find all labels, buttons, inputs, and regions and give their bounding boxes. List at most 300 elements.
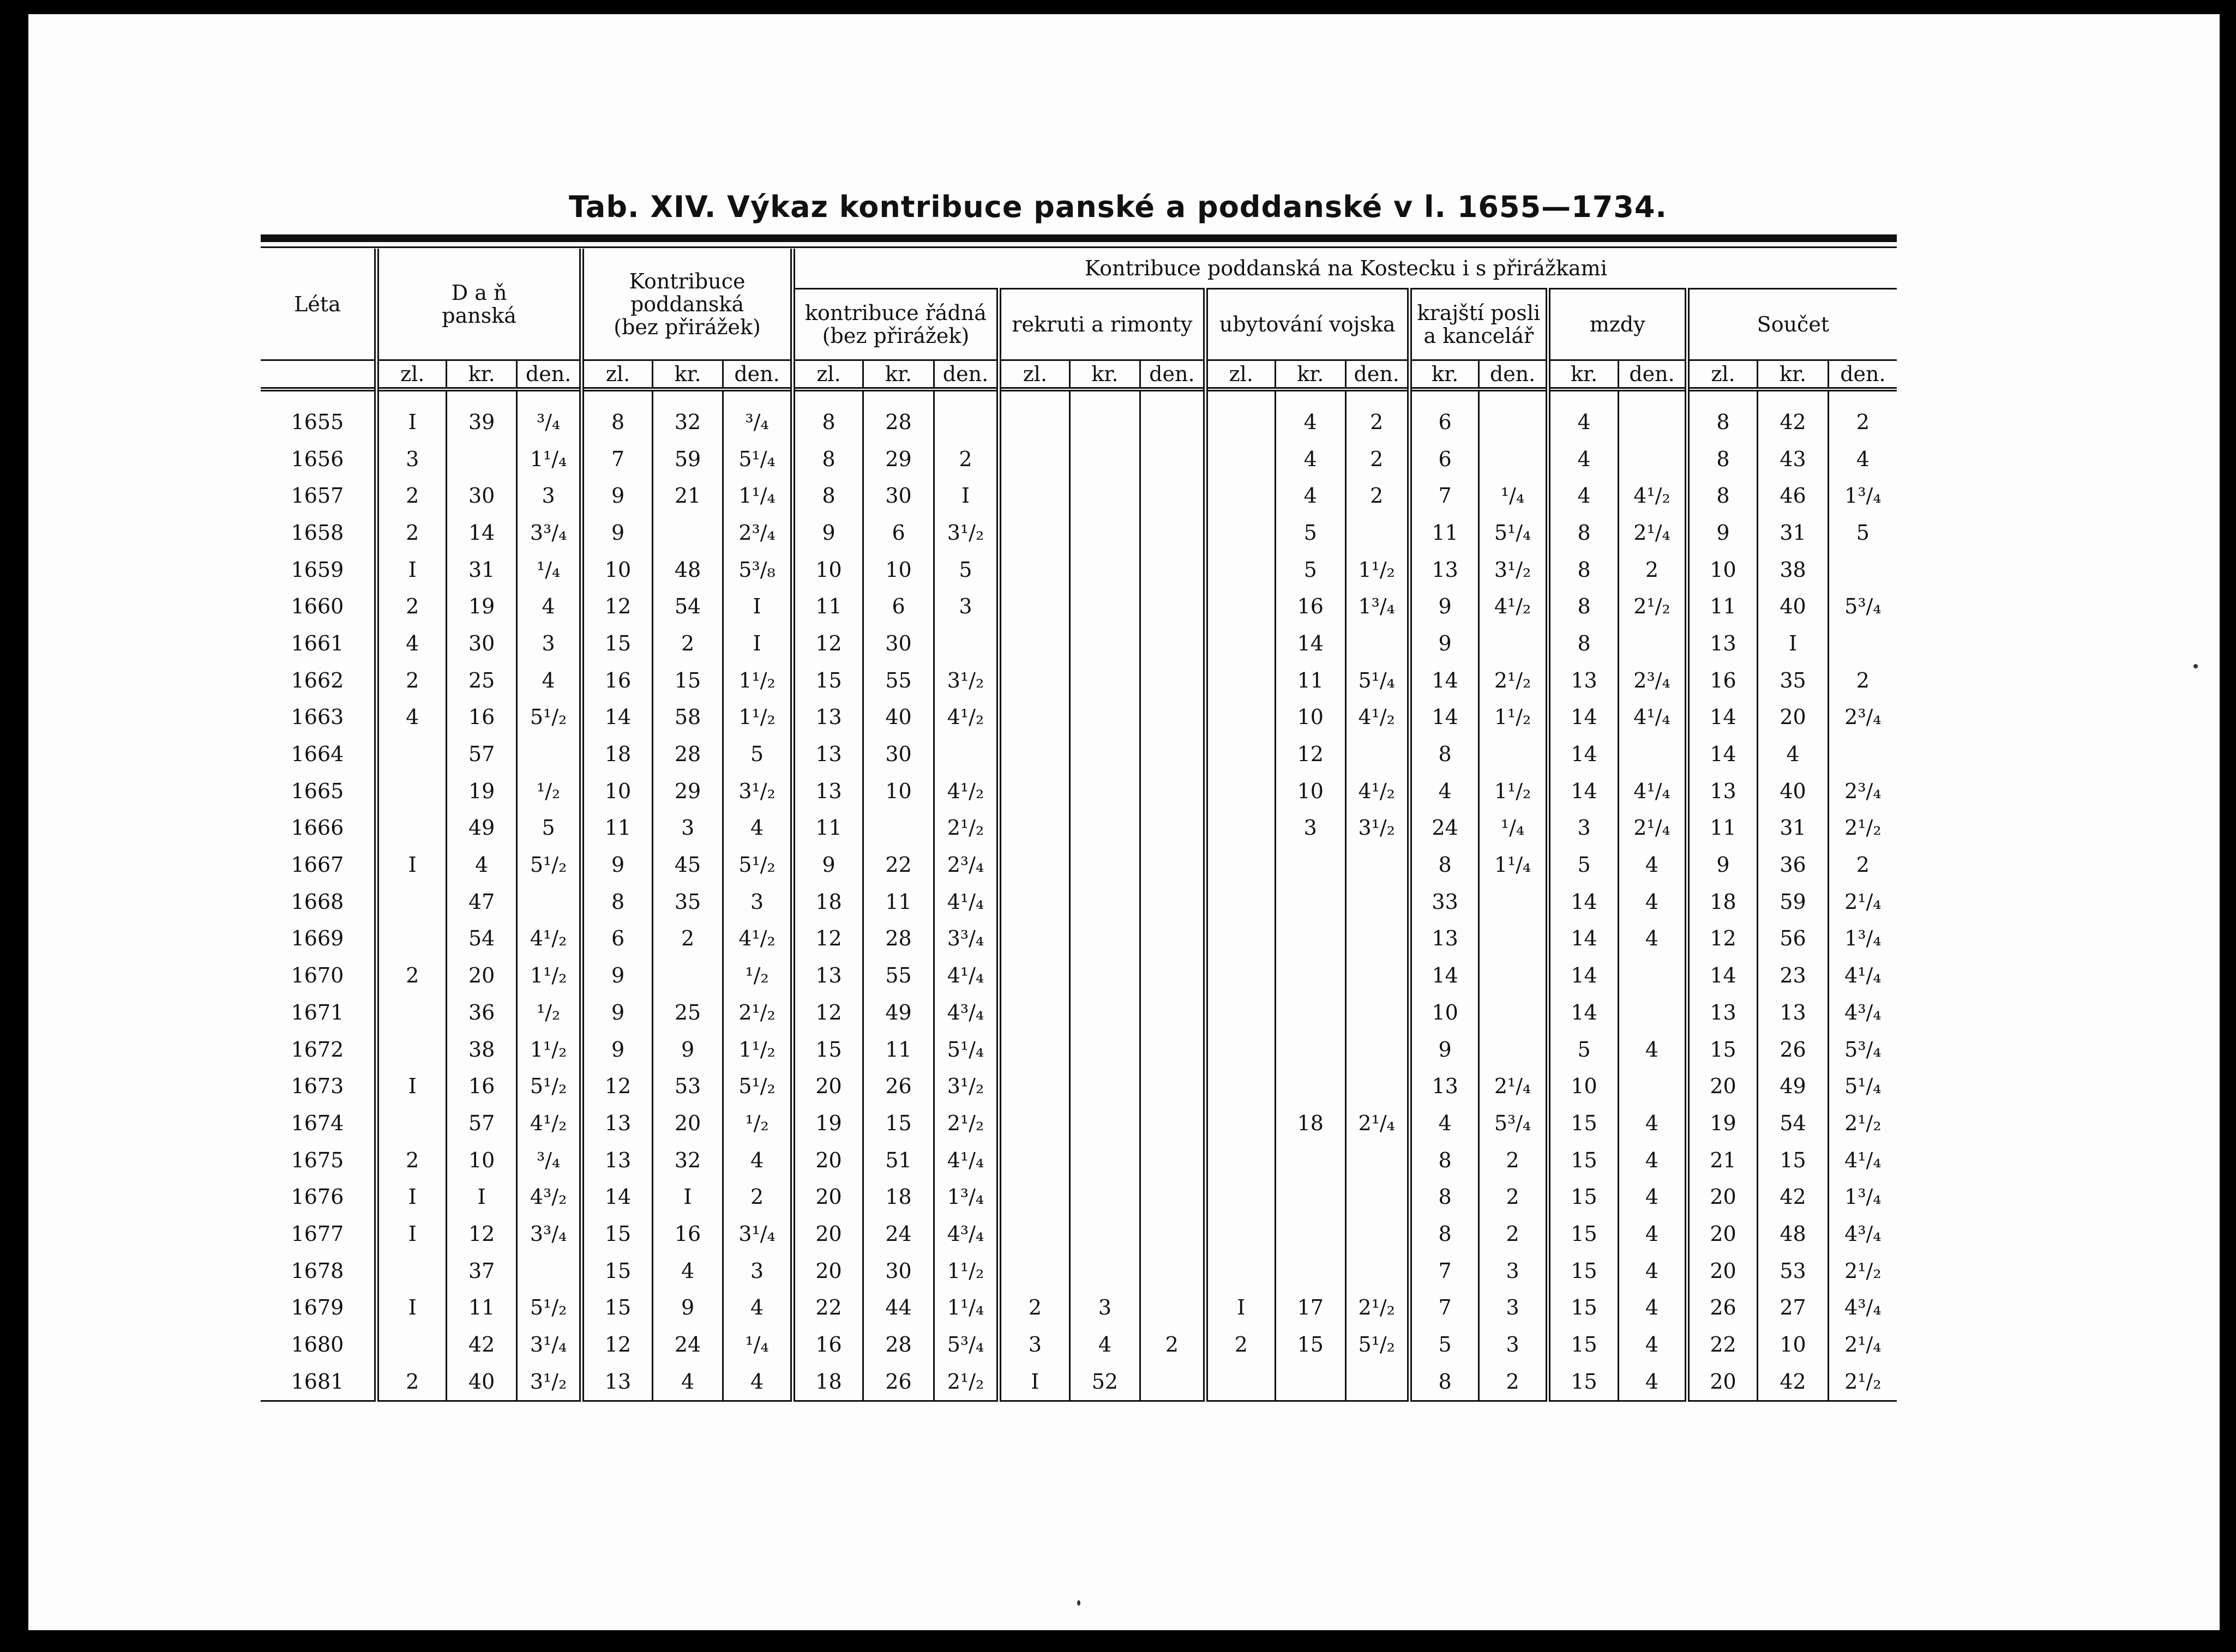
table-cell: I: [376, 846, 446, 883]
year-cell: 1656: [291, 447, 344, 471]
table-cell: 13: [1548, 662, 1619, 699]
table-cell: I: [376, 389, 446, 441]
table-cell: [1069, 477, 1140, 514]
table-cell: 12: [792, 920, 863, 957]
table-cell: 30: [863, 625, 934, 662]
table-cell: [1140, 846, 1205, 883]
table-cell: [1069, 1215, 1140, 1252]
table-cell: 55: [863, 957, 934, 994]
year-cell: 1664: [291, 742, 344, 767]
table-cell: 1³/₄: [1828, 477, 1897, 514]
table-cell: 4: [652, 1252, 723, 1289]
table-cell: 13: [582, 1142, 653, 1179]
table-cell: [1205, 846, 1275, 883]
table-cell: [1205, 662, 1275, 699]
table-cell: 40: [447, 1363, 516, 1401]
table-cell: 9: [652, 1289, 723, 1327]
table-cell: 9: [582, 1031, 653, 1068]
table-cell: [1140, 883, 1205, 920]
table-cell: 20: [1687, 1252, 1758, 1289]
table-cell: 1¹/₂: [1479, 773, 1548, 810]
table-cell: 14: [1276, 625, 1345, 662]
table-cell: [1479, 883, 1548, 920]
year-cell: 1668: [291, 889, 344, 914]
table-cell: [1205, 1215, 1275, 1252]
table-cell: 9: [1409, 1031, 1478, 1068]
year-cell: 1658: [291, 520, 344, 545]
table-cell: ¹/₂: [516, 994, 581, 1031]
table-cell: 14: [1409, 699, 1478, 736]
table-cell: 5: [1828, 514, 1897, 551]
table-cell: [934, 625, 999, 662]
table-cell: 10: [1276, 773, 1345, 810]
table-cell: 2¹/₂: [1479, 662, 1548, 699]
table-cell: [999, 389, 1070, 441]
table-cell: [1205, 810, 1275, 847]
table-cell: I: [376, 1178, 446, 1215]
table-cell: 14: [1548, 994, 1619, 1031]
table-cell: [1140, 662, 1205, 699]
table-cell: 4: [376, 699, 446, 736]
table-cell: [1069, 389, 1140, 441]
table-cell: 4: [1619, 920, 1687, 957]
table-cell: 58: [652, 699, 723, 736]
table-cell: 16: [1687, 662, 1758, 699]
table-cell: 4¹/₂: [516, 920, 581, 957]
table-cell: ¹/₄: [1479, 810, 1548, 847]
table-cell: [1345, 994, 1409, 1031]
table-cell: 11: [863, 1031, 934, 1068]
table-cell: 2: [652, 920, 723, 957]
table-cell: 4: [1548, 441, 1619, 478]
table-cell: [1205, 773, 1275, 810]
table-cell: 21: [1687, 1142, 1758, 1179]
table-cell: 3¹/₄: [723, 1215, 793, 1252]
table-cell: 20: [1687, 1363, 1758, 1401]
table-cell: [1140, 994, 1205, 1031]
table-cell: [999, 957, 1070, 994]
table-cell: [1345, 514, 1409, 551]
table-cell: 37: [447, 1252, 516, 1289]
table-cell: 20: [447, 957, 516, 994]
table-cell: 13: [792, 957, 863, 994]
table-cell: [1069, 920, 1140, 957]
table-cell: 21: [652, 477, 723, 514]
table-cell: 5: [723, 735, 793, 773]
table-row: [261, 920, 1897, 957]
table-cell: 15: [582, 625, 653, 662]
table-cell: 15: [1687, 1031, 1758, 1068]
table-cell: 12: [582, 1068, 653, 1105]
table-cell: 8: [1548, 588, 1619, 625]
table-cell: 2: [1140, 1326, 1205, 1363]
table-cell: 19: [792, 1105, 863, 1142]
table-cell: 26: [1687, 1289, 1758, 1327]
table-cell: [1619, 1068, 1687, 1105]
table-cell: 59: [652, 441, 723, 478]
table-cell: 11: [792, 588, 863, 625]
table-cell: 1¹/₂: [1479, 699, 1548, 736]
table-cell: 11: [863, 883, 934, 920]
table-cell: 26: [863, 1068, 934, 1105]
year-cell: 1676: [291, 1185, 344, 1209]
table-cell: 15: [792, 1031, 863, 1068]
table-cell: 7: [1409, 1289, 1478, 1327]
table-cell: 55: [863, 662, 934, 699]
table-cell: [1828, 735, 1897, 773]
table-cell: [1140, 551, 1205, 588]
scan-border-bottom: [0, 1630, 2236, 1652]
table-cell: [1345, 625, 1409, 662]
table-cell: 1¹/₂: [1345, 551, 1409, 588]
table-cell: 4: [1619, 1363, 1687, 1401]
table-cell: 4: [723, 810, 793, 847]
table-row: [261, 810, 1897, 847]
table-cell: [1205, 514, 1275, 551]
table-cell: [1345, 1178, 1409, 1215]
table-cell: [1276, 846, 1345, 883]
table-cell: [1345, 1252, 1409, 1289]
table-cell: [1276, 1068, 1345, 1105]
table-cell: 17: [1276, 1289, 1345, 1327]
table-cell: 42: [447, 1326, 516, 1363]
table-cell: 5: [934, 551, 999, 588]
table-cell: 35: [1758, 662, 1829, 699]
table-cell: [1069, 1142, 1140, 1179]
table-cell: [1140, 1215, 1205, 1252]
table-cell: [1479, 994, 1548, 1031]
table-cell: [999, 1031, 1070, 1068]
table-cell: [999, 1178, 1070, 1215]
table-cell: [1069, 957, 1140, 994]
table-row: [261, 662, 1897, 699]
table-cell: I: [934, 477, 999, 514]
table-cell: 2: [1828, 846, 1897, 883]
table-cell: 4: [1069, 1326, 1140, 1363]
table-cell: 2: [1828, 662, 1897, 699]
table-cell: 15: [1758, 1142, 1829, 1179]
unit-label: zl.: [792, 360, 863, 390]
table-cell: 9: [1687, 514, 1758, 551]
table-row: [261, 699, 1897, 736]
table-cell: 31: [447, 551, 516, 588]
table-cell: 40: [1758, 588, 1829, 625]
unit-label: den.: [1345, 360, 1409, 390]
table-row: [261, 1252, 1897, 1289]
unit-label: kr.: [447, 360, 516, 390]
table-cell: [1069, 514, 1140, 551]
table-cell: 12: [792, 994, 863, 1031]
unit-label: den.: [1140, 360, 1205, 390]
table-cell: 11: [1409, 514, 1478, 551]
unit-label: kr.: [1548, 360, 1619, 390]
table-row: [261, 1105, 1897, 1142]
table-cell: 8: [792, 441, 863, 478]
table-cell: I: [376, 1068, 446, 1105]
table-cell: I: [652, 1178, 723, 1215]
table-cell: 51: [863, 1142, 934, 1179]
table-cell: 9: [792, 846, 863, 883]
table-cell: 49: [1758, 1068, 1829, 1105]
table-cell: 38: [447, 1031, 516, 1068]
table-cell: 2¹/₄: [1479, 1068, 1548, 1105]
scan-border-top-right: [1036, 0, 2236, 11]
table-cell: 2¹/₄: [1828, 1326, 1897, 1363]
table-cell: 8: [792, 477, 863, 514]
table-cell: [1069, 441, 1140, 478]
table-cell: 18: [1276, 1105, 1345, 1142]
table-cell: 4: [1276, 389, 1345, 441]
table-cell: 9: [1687, 846, 1758, 883]
table-row: [261, 1326, 1897, 1363]
table-cell: 10: [1548, 1068, 1619, 1105]
table-cell: [1619, 441, 1687, 478]
table-cell: 4: [1619, 883, 1687, 920]
table-cell: 14: [582, 699, 653, 736]
table-cell: 59: [1758, 883, 1829, 920]
table-cell: 8: [792, 389, 863, 441]
table-cell: 20: [792, 1142, 863, 1179]
table-cell: 19: [447, 773, 516, 810]
table-row: [261, 846, 1897, 883]
table-cell: 8: [1687, 441, 1758, 478]
table-cell: [447, 441, 516, 478]
table-cell: [1069, 1252, 1140, 1289]
table-cell: 20: [1687, 1068, 1758, 1105]
table-cell: [1140, 1289, 1205, 1327]
table-cell: ¹/₄: [723, 1326, 793, 1363]
table-cell: [1479, 957, 1548, 994]
year-cell: 1678: [291, 1258, 344, 1283]
table-cell: [376, 810, 446, 847]
table-cell: [1345, 1031, 1409, 1068]
table-cell: 9: [582, 514, 653, 551]
table-cell: [516, 883, 581, 920]
header-rule-thin: [261, 246, 1897, 248]
year-cell: 1675: [291, 1148, 344, 1172]
table-cell: 2: [1479, 1363, 1548, 1401]
table-cell: 5: [516, 810, 581, 847]
table-cell: [1140, 1031, 1205, 1068]
table-cell: 6: [863, 588, 934, 625]
table-cell: I: [723, 588, 793, 625]
table-cell: [1205, 441, 1275, 478]
table-row: [261, 1178, 1897, 1215]
table-cell: 5¹/₂: [723, 846, 793, 883]
table-cell: 15: [582, 1289, 653, 1327]
table-cell: 1³/₄: [1345, 588, 1409, 625]
table-cell: 3¹/₂: [1345, 810, 1409, 847]
table-cell: 11: [792, 810, 863, 847]
table-cell: 48: [652, 551, 723, 588]
table-cell: 8: [1409, 846, 1478, 883]
table-cell: 4: [516, 662, 581, 699]
table-cell: 13: [582, 1105, 653, 1142]
table-cell: 3: [376, 441, 446, 478]
table-cell: 4¹/₄: [934, 883, 999, 920]
table-cell: 4³/₂: [516, 1178, 581, 1215]
table-cell: 2: [376, 1142, 446, 1179]
table-cell: 12: [447, 1215, 516, 1252]
table-cell: [1069, 1068, 1140, 1105]
table-row: [261, 957, 1897, 994]
table-cell: [1276, 1178, 1345, 1215]
table-cell: [999, 514, 1070, 551]
table-cell: 15: [863, 1105, 934, 1142]
table-cell: [1140, 588, 1205, 625]
table-cell: [1205, 1252, 1275, 1289]
table-cell: [1205, 1105, 1275, 1142]
table-cell: 13: [792, 735, 863, 773]
table-cell: 9: [582, 957, 653, 994]
table-cell: [1619, 625, 1687, 662]
table-cell: 11: [582, 810, 653, 847]
table-cell: 10: [582, 773, 653, 810]
table-row: [261, 1363, 1897, 1401]
table-cell: [1205, 699, 1275, 736]
table-cell: 4¹/₂: [1479, 588, 1548, 625]
table-cell: 8: [1687, 477, 1758, 514]
table-cell: 20: [1687, 1178, 1758, 1215]
table-cell: 5¹/₄: [934, 1031, 999, 1068]
table-cell: 7: [582, 441, 653, 478]
table-cell: [1276, 920, 1345, 957]
contribution-table: [261, 249, 1897, 1402]
table-cell: [1069, 1178, 1140, 1215]
table-cell: 14: [1548, 735, 1619, 773]
unit-label: zl.: [582, 360, 653, 390]
table-cell: 2³/₄: [1619, 662, 1687, 699]
table-cell: 15: [1548, 1215, 1619, 1252]
table-cell: [1276, 957, 1345, 994]
year-cell: 1674: [291, 1111, 344, 1135]
table-cell: 2: [376, 588, 446, 625]
table-cell: [1345, 1363, 1409, 1401]
table-cell: 19: [447, 588, 516, 625]
header-krajsti-posli: krajští posli a kancelář: [1409, 289, 1548, 360]
table-cell: 4¹/₂: [1619, 477, 1687, 514]
table-cell: [1276, 1363, 1345, 1401]
table-row: [261, 1068, 1897, 1105]
table-cell: 5¹/₂: [516, 699, 581, 736]
table-cell: [1345, 883, 1409, 920]
table-cell: 16: [652, 1215, 723, 1252]
table-cell: 4: [723, 1363, 793, 1401]
header-leta: Léta: [294, 292, 341, 316]
table-cell: 28: [863, 920, 934, 957]
table-cell: 2³/₄: [1828, 773, 1897, 810]
table-cell: [999, 920, 1070, 957]
table-cell: 4: [1619, 846, 1687, 883]
table-cell: 16: [582, 662, 653, 699]
table-cell: 8: [582, 883, 653, 920]
table-cell: 10: [863, 551, 934, 588]
table-cell: 53: [652, 1068, 723, 1105]
table-cell: I: [447, 1178, 516, 1215]
table-cell: ¹/₄: [516, 551, 581, 588]
table-cell: 5: [1276, 514, 1345, 551]
table-cell: [1205, 1142, 1275, 1179]
table-cell: 4: [1619, 1105, 1687, 1142]
unit-label: kr.: [1276, 360, 1345, 390]
table-cell: 2: [999, 1289, 1070, 1327]
year-cell: 1659: [291, 557, 344, 582]
table-cell: [999, 662, 1070, 699]
table-cell: [1276, 1215, 1345, 1252]
table-cell: 28: [863, 389, 934, 441]
table-cell: 30: [863, 1252, 934, 1289]
table-cell: 24: [652, 1326, 723, 1363]
table-cell: [1205, 735, 1275, 773]
table-cell: I: [723, 625, 793, 662]
table-cell: 42: [1758, 1178, 1829, 1215]
table-cell: 45: [652, 846, 723, 883]
table-cell: 20: [792, 1068, 863, 1105]
table-cell: 30: [447, 477, 516, 514]
table-cell: 46: [1758, 477, 1829, 514]
table-cell: 4³/₄: [1828, 1215, 1897, 1252]
table-cell: ³/₄: [516, 389, 581, 441]
table-cell: [376, 735, 446, 773]
year-cell: 1667: [291, 853, 344, 877]
table-cell: 20: [792, 1178, 863, 1215]
table-cell: 4: [652, 1363, 723, 1401]
table-cell: [1205, 1363, 1275, 1401]
table-cell: 3: [652, 810, 723, 847]
table-cell: 12: [582, 1326, 653, 1363]
header-ubytovani: ubytování vojska: [1205, 289, 1409, 360]
table-cell: 3: [723, 1252, 793, 1289]
table-cell: 5: [1276, 551, 1345, 588]
table-cell: [1276, 1252, 1345, 1289]
table-cell: 15: [582, 1252, 653, 1289]
table-cell: 5³/₄: [1828, 588, 1897, 625]
table-cell: 4: [1276, 441, 1345, 478]
table-row: [261, 994, 1897, 1031]
table-cell: 1³/₄: [1828, 920, 1897, 957]
table-cell: 4: [1548, 389, 1619, 441]
table-cell: 15: [1548, 1252, 1619, 1289]
year-cell: 1679: [291, 1295, 344, 1320]
table-cell: 15: [1548, 1289, 1619, 1327]
table-cell: 42: [1758, 1363, 1829, 1401]
table-cell: [1140, 920, 1205, 957]
table-cell: [1205, 920, 1275, 957]
table-cell: [999, 773, 1070, 810]
table-cell: 1¹/₄: [1479, 846, 1548, 883]
table-row: [261, 1031, 1897, 1068]
table-cell: [1276, 883, 1345, 920]
table-cell: 12: [1687, 920, 1758, 957]
table-cell: [999, 699, 1070, 736]
unit-label: den.: [1479, 360, 1548, 390]
table-cell: 4¹/₄: [1619, 773, 1687, 810]
table-cell: 3: [1276, 810, 1345, 847]
year-cell: 1670: [291, 963, 344, 988]
table-cell: 10: [1687, 551, 1758, 588]
table-cell: [1205, 477, 1275, 514]
table-cell: I: [376, 1289, 446, 1327]
table-row: [261, 1215, 1897, 1252]
table-cell: [1205, 551, 1275, 588]
table-cell: 6: [582, 920, 653, 957]
table-cell: 14: [1687, 735, 1758, 773]
year-cell: 1680: [291, 1333, 344, 1357]
table-cell: 5³/₄: [1828, 1031, 1897, 1068]
table-cell: 6: [863, 514, 934, 551]
table-cell: 25: [447, 662, 516, 699]
table-cell: [863, 810, 934, 847]
